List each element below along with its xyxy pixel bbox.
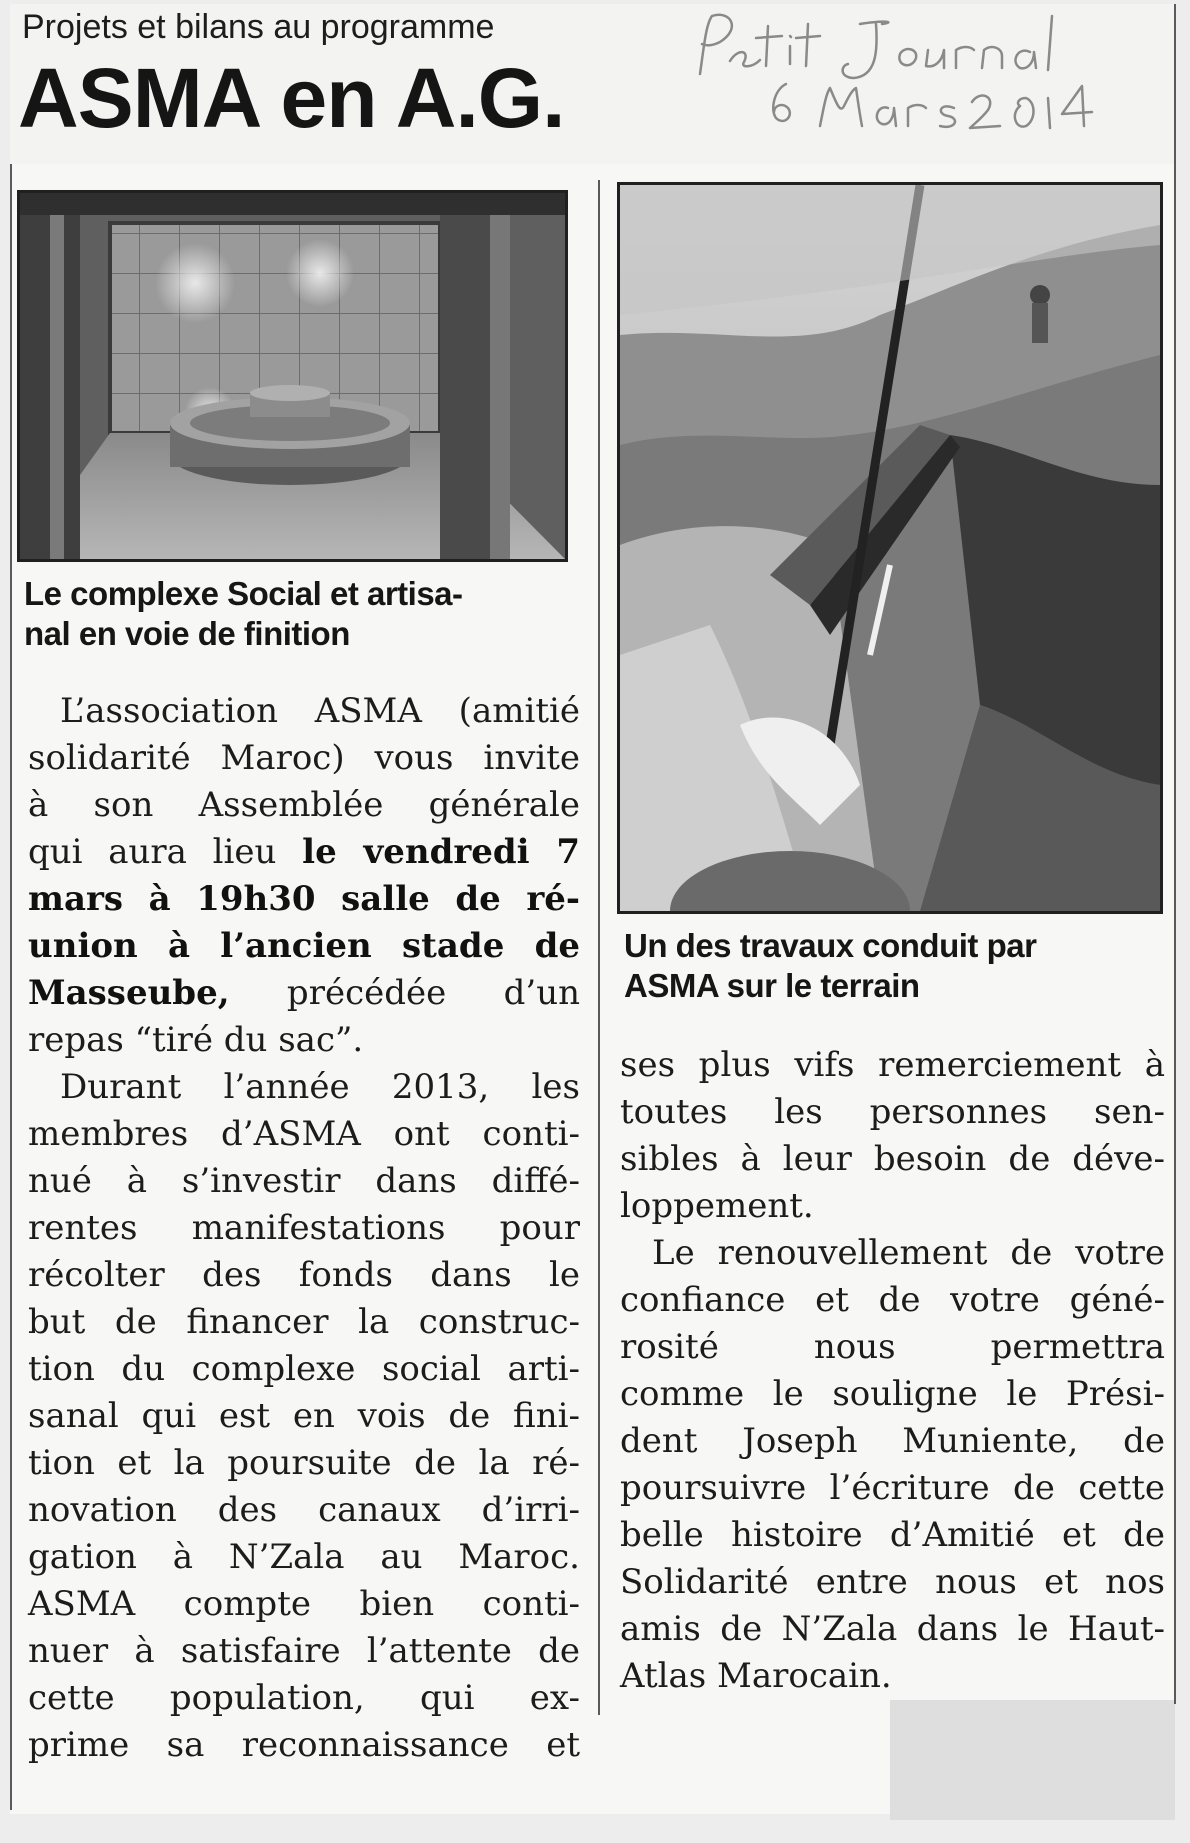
body-line: comme le souligne le Prési- xyxy=(620,1374,1165,1414)
adjacent-page-bleed xyxy=(890,1700,1175,1820)
meeting-place: union à l’ancien stade de xyxy=(28,926,580,966)
body-line xyxy=(28,876,580,923)
body-line: à son Assemblée générale xyxy=(28,785,580,825)
body-text: précédée d’un xyxy=(229,973,580,1013)
body-line: repas “tiré du sac”. xyxy=(28,1020,364,1060)
body-line: prime sa reconnaissance et xyxy=(28,1725,580,1765)
handwritten-source-note xyxy=(690,6,1170,146)
body-line: rosité nous permettra xyxy=(620,1327,1165,1367)
body-line xyxy=(28,829,580,876)
photo-social-complex xyxy=(17,190,568,562)
body-line: récolter des fonds dans le xyxy=(28,1255,580,1295)
column-rule-left xyxy=(10,164,12,1810)
body-line: toutes les personnes sen- xyxy=(620,1092,1165,1132)
body-line: Solidarité entre nous et nos xyxy=(620,1562,1165,1602)
source-note-date: 6 Mars 2014 xyxy=(696,6,704,7)
article-headline: ASMA en A.G. xyxy=(18,51,565,145)
body-line: confiance et de votre géné- xyxy=(620,1280,1165,1320)
meeting-town: Masseube, xyxy=(28,973,230,1013)
caption-line: nal en voie de finition xyxy=(24,615,350,652)
caption-irrigation-works xyxy=(624,926,1169,1006)
photo-irrigation-works xyxy=(617,182,1163,914)
body-line: ASMA compte bien conti- xyxy=(28,1584,580,1624)
body-line: novation des canaux d’irri- xyxy=(28,1490,580,1530)
svg-text:Petit Journal 6 Mars 2014 xyxy=(690,6,703,7)
body-line: membres d’ASMA ont conti- xyxy=(28,1114,580,1154)
article-column-right xyxy=(620,1042,1165,1700)
column-rule-right xyxy=(1174,4,1176,1704)
body-line: but de financer la construc- xyxy=(28,1302,580,1342)
body-line: solidarité Maroc) vous invite xyxy=(28,738,580,778)
body-line: sibles à leur besoin de déve- xyxy=(620,1139,1165,1179)
body-line: Atlas Marocain. xyxy=(620,1656,892,1696)
source-note-paper: Petit Journal xyxy=(690,6,697,7)
article-kicker: Projets et bilans au programme xyxy=(22,8,495,46)
body-text: qui aura lieu xyxy=(28,832,303,872)
body-line: ses plus vifs remerciement à xyxy=(620,1045,1165,1085)
meeting-time-place: mars à 19h30 salle de ré- xyxy=(28,879,580,919)
caption-line: Un des travaux conduit par xyxy=(624,927,1037,964)
body-line: nué à s’investir dans diffé- xyxy=(28,1161,580,1201)
body-line: tion du complexe social arti- xyxy=(28,1349,580,1389)
body-line xyxy=(28,923,580,970)
article-column-left xyxy=(28,688,580,1769)
meeting-date: le vendredi 7 xyxy=(302,832,580,872)
caption-social-complex xyxy=(24,574,564,654)
column-rule-middle xyxy=(598,180,600,1715)
body-line: Le renouvellement de votre xyxy=(652,1233,1165,1273)
body-line: L’association ASMA (amitié xyxy=(60,691,580,731)
body-line xyxy=(28,970,580,1017)
body-line: belle histoire d’Amitié et de xyxy=(620,1515,1165,1555)
body-line: tion et la poursuite de la ré- xyxy=(28,1443,580,1483)
body-line: cette population, qui ex- xyxy=(28,1678,580,1718)
body-line: Durant l’année 2013, les xyxy=(60,1067,580,1107)
body-line: loppement. xyxy=(620,1186,814,1226)
body-line: sanal qui est en vois de fini- xyxy=(28,1396,580,1436)
body-line: dent Joseph Muniente, de xyxy=(620,1421,1165,1461)
body-line: nuer à satisfaire l’attente de xyxy=(28,1631,580,1671)
body-line: amis de N’Zala dans le Haut- xyxy=(620,1609,1165,1649)
caption-line: ASMA sur le terrain xyxy=(624,967,920,1004)
caption-line: Le complexe Social et artisa- xyxy=(24,575,463,612)
body-line: poursuivre l’écriture de cette xyxy=(620,1468,1165,1508)
body-line: gation à N’Zala au Maroc. xyxy=(28,1537,580,1577)
body-line: rentes manifestations pour xyxy=(28,1208,580,1248)
